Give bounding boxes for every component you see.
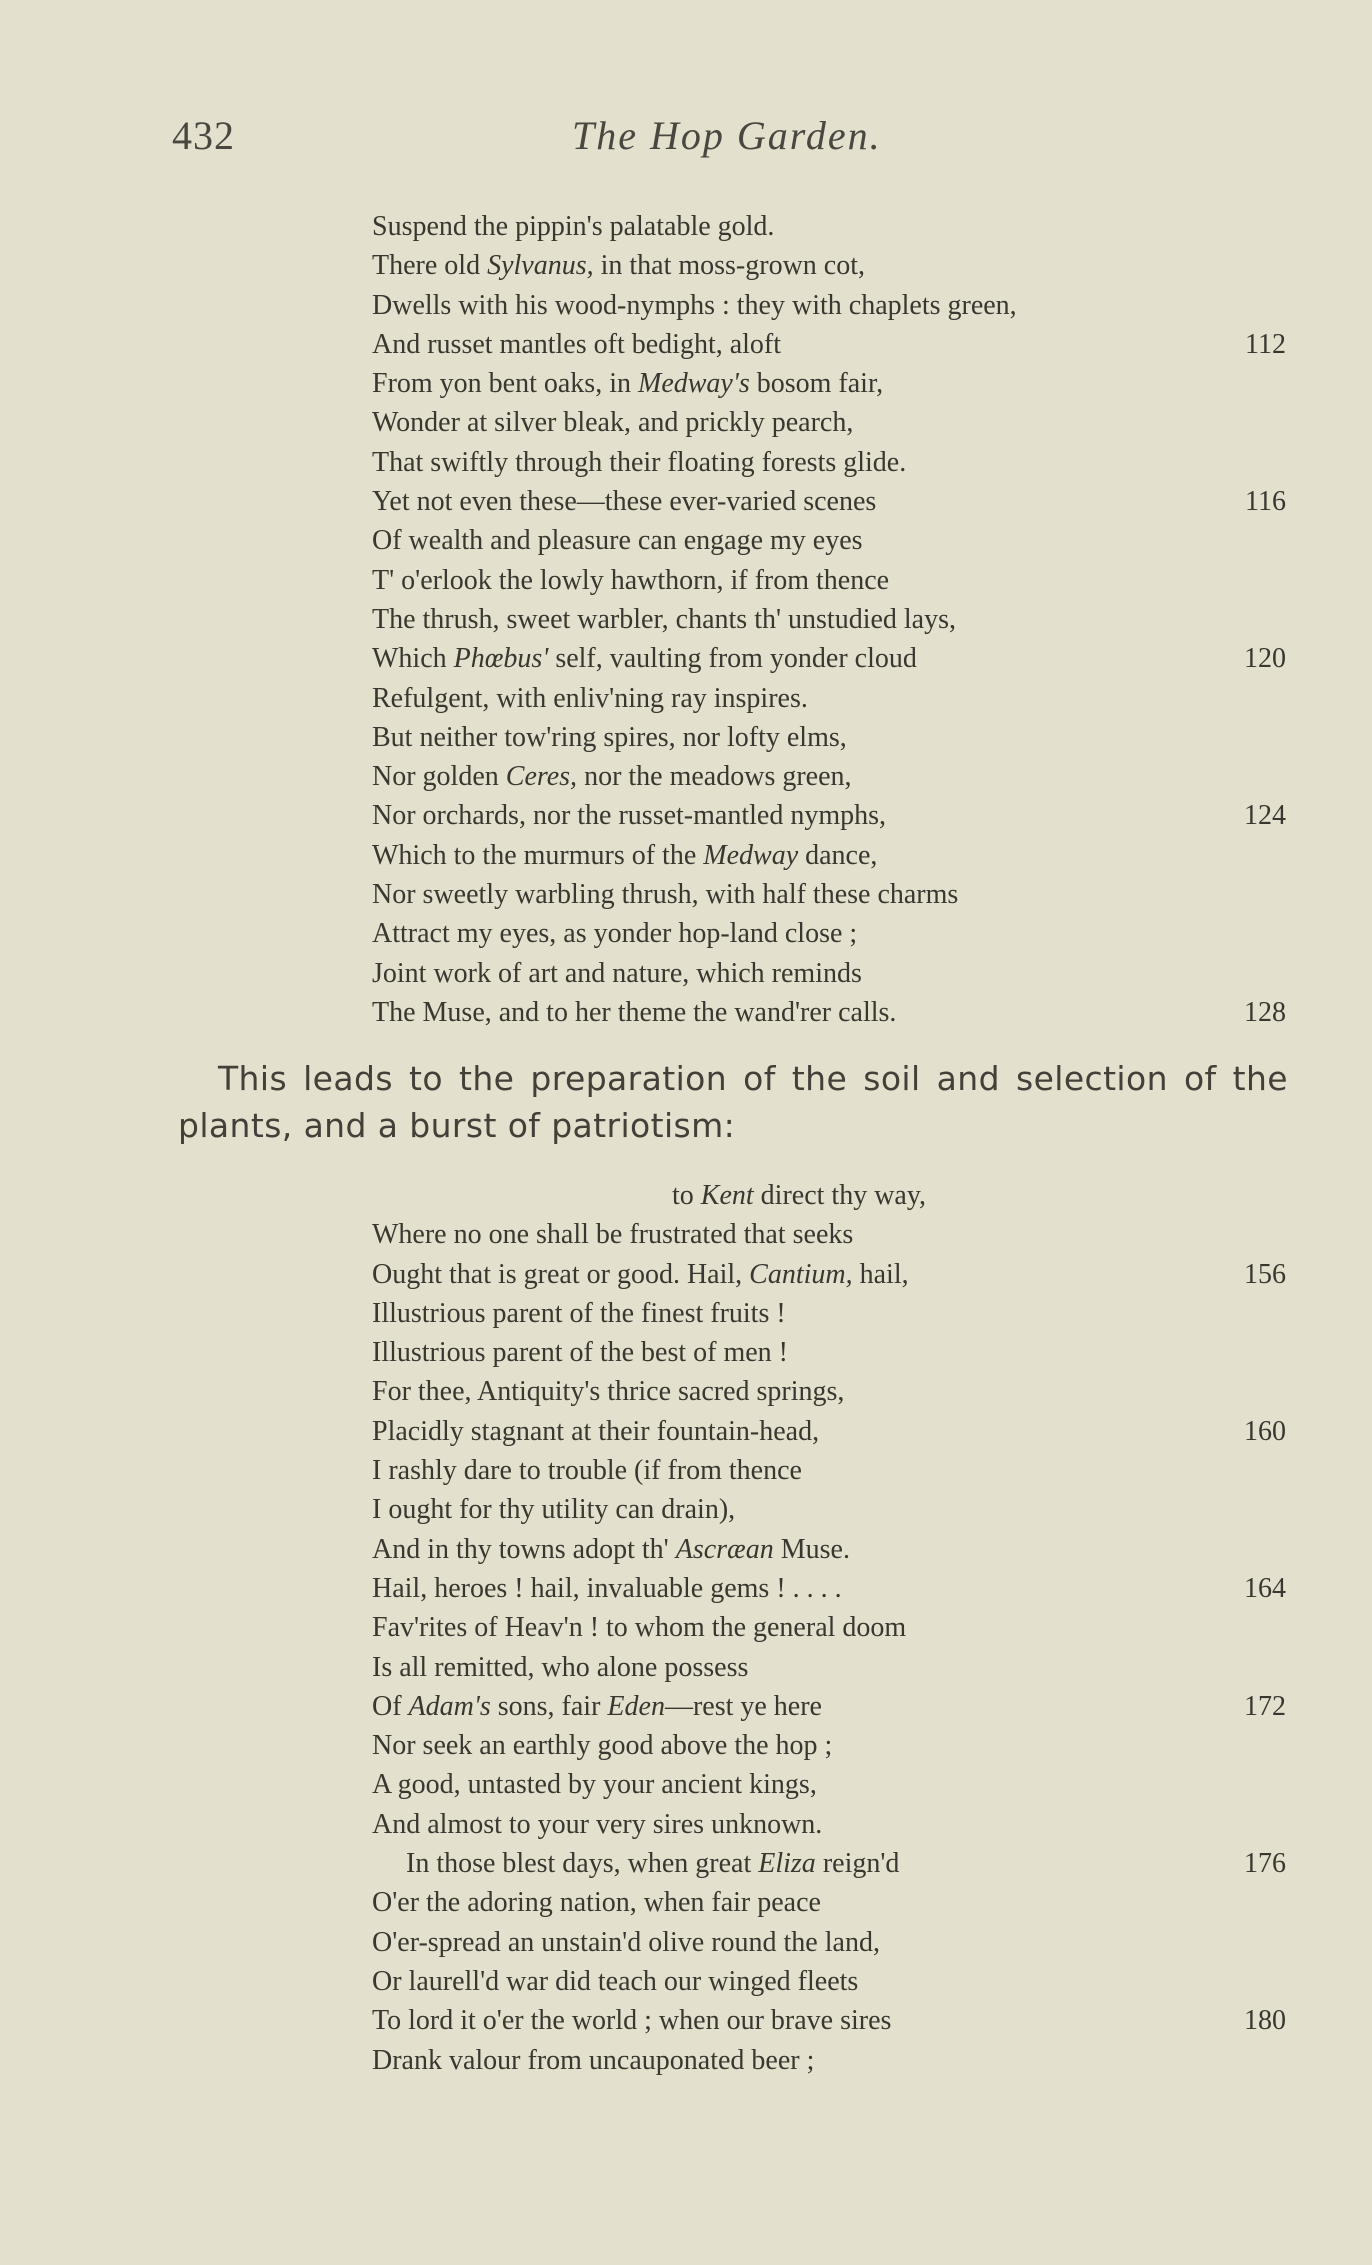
- verse-stanza-1: [372, 207, 1302, 1032]
- verse-line-text: [372, 1412, 819, 1451]
- line-number: 180: [1244, 2005, 1286, 2037]
- verse-segment: Nor seek an earthly good above the hop ;: [372, 1730, 833, 1762]
- verse-segment: Muse.: [773, 1533, 850, 1565]
- verse-segment: T' o'erlook the lowly hawthorn, if from thence: [372, 564, 890, 596]
- verse-segment: In those blest days, when great: [406, 1848, 759, 1880]
- italic-name: Medway: [703, 839, 799, 871]
- verse-line-text: [372, 954, 862, 993]
- verse-line: [372, 246, 1302, 285]
- verse-line-text: [372, 2001, 891, 2040]
- verse-line-text: [372, 1255, 909, 1294]
- verse-line: [372, 875, 1302, 914]
- verse-line: [372, 1569, 1302, 1608]
- page-number: 432: [172, 113, 235, 158]
- verse-line-text: [372, 1451, 802, 1490]
- italic-name: Medway's: [638, 368, 750, 400]
- verse-segment: Which: [372, 643, 454, 675]
- verse-segment: The thrush, sweet warbler, chants th' unstudied lays,: [372, 603, 957, 635]
- verse-line-text: [372, 561, 889, 600]
- running-head: [0, 112, 1372, 172]
- running-title: The Hop Garden.: [572, 113, 882, 158]
- verse-segment: That swiftly through their floating forests glide.: [372, 446, 907, 478]
- verse-line: [372, 1765, 1302, 1804]
- verse-line-text: [372, 1962, 858, 2001]
- line-number: 120: [1244, 643, 1286, 675]
- prose-paragraph: [178, 1055, 1288, 1149]
- verse-line: [372, 757, 1302, 796]
- verse-segment: And in thy towns adopt th': [372, 1533, 676, 1565]
- verse-segment: self, vaulting from yonder cloud: [548, 643, 917, 675]
- verse-line-text: [372, 914, 857, 953]
- verse-line: [372, 1372, 1302, 1411]
- verse-segment: nor the meadows green,: [577, 761, 852, 793]
- verse-line: [372, 1648, 1302, 1687]
- italic-name: Eden: [607, 1690, 665, 1722]
- verse-segment: Yet not even these—these ever-varied scenes: [372, 486, 877, 518]
- verse-segment: From yon bent oaks, in: [372, 368, 638, 400]
- verse-segment: in that moss-grown cot,: [593, 250, 866, 282]
- line-number: 112: [1245, 328, 1286, 360]
- line-number: 160: [1244, 1415, 1286, 1447]
- verse-line: [372, 561, 1302, 600]
- verse-line-text: [372, 796, 886, 835]
- verse-segment: O'er the adoring nation, when fair peace: [372, 1887, 821, 1919]
- verse-segment: Drank valour from uncauponated beer ;: [372, 2044, 815, 2076]
- verse-line-text: [372, 443, 906, 482]
- verse-line-text: [372, 521, 863, 560]
- verse-line: [372, 1176, 1302, 1215]
- verse-segment: Nor sweetly warbling thrush, with half these charms: [372, 879, 959, 911]
- verse-line: [372, 1333, 1302, 1372]
- verse-line-text: [372, 718, 847, 757]
- verse-segment: Suspend the pippin's palatable gold.: [372, 211, 775, 242]
- verse-segment: —rest ye here: [664, 1690, 822, 1722]
- verse-segment: hail,: [852, 1258, 909, 1290]
- verse-segment: Joint work of art and nature, which reminds: [372, 957, 862, 989]
- verse-line-text: [372, 639, 917, 678]
- verse-line: [372, 325, 1302, 364]
- verse-line: [372, 836, 1302, 875]
- verse-line: [372, 1451, 1302, 1490]
- verse-segment: And almost to your very sires unknown.: [372, 1808, 823, 1840]
- verse-segment: bosom fair,: [749, 368, 884, 400]
- verse-line: [372, 286, 1302, 325]
- verse-line-text: [372, 1765, 817, 1804]
- line-number: 172: [1244, 1690, 1286, 1722]
- verse-line: [372, 1923, 1302, 1962]
- italic-name: Cantium,: [749, 1258, 853, 1290]
- verse-line: [372, 1215, 1302, 1254]
- verse-line-text: [372, 1844, 899, 1883]
- verse-segment: Hail, heroes ! hail, invaluable gems ! . . . .: [372, 1572, 842, 1604]
- verse-line: [372, 600, 1302, 639]
- verse-line: [372, 1530, 1302, 1569]
- verse-segment: Illustrious parent of the finest fruits !: [372, 1297, 786, 1329]
- verse-line-text: [372, 1530, 850, 1569]
- verse-segment: Is all remitted, who alone possess: [372, 1651, 749, 1683]
- verse-segment: To lord it o'er the world ; when our brave sires: [372, 2005, 892, 2037]
- verse-line: [372, 679, 1302, 718]
- line-number: 116: [1245, 486, 1286, 518]
- verse-line: [372, 1687, 1302, 1726]
- verse-segment: Nor orchards, nor the russet-mantled nymphs,: [372, 800, 886, 832]
- line-number: 156: [1244, 1258, 1286, 1290]
- verse-segment: Placidly stagnant at their fountain-head,: [372, 1415, 820, 1447]
- verse-line-text: [372, 482, 876, 521]
- verse-line-text: [372, 2041, 814, 2080]
- verse-segment: O'er-spread an unstain'd olive round the land,: [372, 1926, 880, 1958]
- verse-segment: Ought that is great or good. Hail,: [372, 1258, 750, 1290]
- verse-line-text: [372, 1805, 822, 1844]
- verse-segment: Fav'rites of Heav'n ! to whom the general doom: [372, 1612, 907, 1644]
- verse-line: [372, 2001, 1302, 2040]
- line-number: 128: [1244, 996, 1286, 1028]
- verse-line: [372, 521, 1302, 560]
- verse-line-text: [372, 1215, 853, 1254]
- verse-line-text: [372, 1687, 822, 1726]
- verse-segment: Or laurell'd war did teach our winged fleets: [372, 1965, 859, 1997]
- verse-line-text: [372, 875, 958, 914]
- verse-line-text: [372, 993, 896, 1032]
- verse-segment: Nor golden: [372, 761, 506, 793]
- italic-name: Kent: [700, 1180, 754, 1211]
- verse-line-text: [372, 1608, 906, 1647]
- verse-line-text: [372, 1923, 880, 1962]
- italic-name: Ceres,: [505, 761, 578, 793]
- verse-line-text: [372, 1372, 844, 1411]
- verse-line: [372, 914, 1302, 953]
- verse-segment: Wonder at silver bleak, and prickly pearch,: [372, 407, 854, 439]
- prose-text: This leads to the preparation of the soil and selection of the plants, and a burst of patriotism:: [178, 1059, 1288, 1145]
- verse-line: [372, 482, 1302, 521]
- verse-line: [372, 1490, 1302, 1529]
- verse-line-text: [372, 1333, 788, 1372]
- verse-line-text: [372, 1176, 926, 1215]
- verse-segment: direct thy way,: [753, 1180, 927, 1211]
- verse-line: [372, 718, 1302, 757]
- line-number: 164: [1244, 1572, 1286, 1604]
- line-number: 124: [1244, 800, 1286, 832]
- verse-segment: reign'd: [815, 1848, 900, 1880]
- verse-segment: Illustrious parent of the best of men !: [372, 1337, 789, 1369]
- verse-line: [372, 364, 1302, 403]
- verse-line: [372, 1805, 1302, 1844]
- verse-line: [372, 993, 1302, 1032]
- verse-line-text: [372, 286, 1017, 325]
- verse-line: [372, 207, 1302, 246]
- verse-segment: Where no one shall be frustrated that seeks: [372, 1219, 854, 1251]
- italic-name: Adam's: [408, 1690, 491, 1722]
- verse-segment: Of wealth and pleasure can engage my eyes: [372, 525, 863, 557]
- verse-segment: And russet mantles oft bedight, aloft: [372, 328, 782, 360]
- verse-segment: Which to the murmurs of the: [372, 839, 704, 871]
- verse-line: [372, 1883, 1302, 1922]
- verse-line: [372, 443, 1302, 482]
- italic-name: Eliza: [758, 1848, 816, 1880]
- verse-line-text: [372, 1294, 786, 1333]
- verse-line: [372, 639, 1302, 678]
- verse-segment: I rashly dare to trouble (if from thence: [372, 1455, 802, 1487]
- line-number: 176: [1244, 1848, 1286, 1880]
- verse-line: [372, 1844, 1302, 1883]
- verse-line: [372, 1294, 1302, 1333]
- verse-segment: to: [672, 1180, 701, 1211]
- verse-line-text: [372, 246, 865, 285]
- verse-segment: sons, fair: [490, 1690, 608, 1722]
- verse-segment: A good, untasted by your ancient kings,: [372, 1769, 817, 1801]
- verse-segment: Dwells with his wood-nymphs : they with chaplets green,: [372, 289, 1017, 321]
- verse-line-text: [372, 836, 877, 875]
- verse-line: [372, 1412, 1302, 1451]
- verse-segment: I ought for thy utility can drain),: [372, 1494, 736, 1526]
- verse-segment: Of: [372, 1690, 409, 1722]
- verse-stanza-2: [372, 1176, 1302, 2080]
- verse-segment: The Muse, and to her theme the wand'rer calls.: [372, 996, 897, 1028]
- italic-name: Phœbus': [453, 643, 549, 675]
- verse-line: [372, 1255, 1302, 1294]
- italic-name: Ascræan: [675, 1533, 774, 1565]
- verse-segment: dance,: [798, 839, 878, 871]
- verse-segment: For thee, Antiquity's thrice sacred springs,: [372, 1376, 845, 1408]
- verse-line: [372, 403, 1302, 442]
- verse-line-text: [372, 364, 883, 403]
- verse-line-text: [372, 403, 853, 442]
- verse-line-text: [372, 325, 781, 364]
- verse-line-text: [372, 1726, 832, 1765]
- verse-segment: Refulgent, with enliv'ning ray inspires.: [372, 682, 808, 714]
- verse-segment: But neither tow'ring spires, nor lofty elms,: [372, 721, 847, 753]
- verse-line-text: [372, 1648, 748, 1687]
- verse-segment: Attract my eyes, as yonder hop-land close ;: [372, 918, 858, 950]
- verse-line-text: [372, 207, 774, 246]
- verse-line: [372, 2041, 1302, 2080]
- verse-line-text: [372, 1490, 735, 1529]
- italic-name: Sylvanus,: [487, 250, 594, 282]
- verse-line-text: [372, 679, 808, 718]
- verse-line: [372, 1726, 1302, 1765]
- verse-line: [372, 1608, 1302, 1647]
- verse-line: [372, 796, 1302, 835]
- verse-segment: There old: [372, 250, 488, 282]
- verse-line: [372, 1962, 1302, 2001]
- verse-line-text: [372, 600, 956, 639]
- verse-line-text: [372, 1569, 842, 1608]
- verse-line-text: [372, 1883, 821, 1922]
- verse-line: [372, 954, 1302, 993]
- verse-line-text: [372, 757, 852, 796]
